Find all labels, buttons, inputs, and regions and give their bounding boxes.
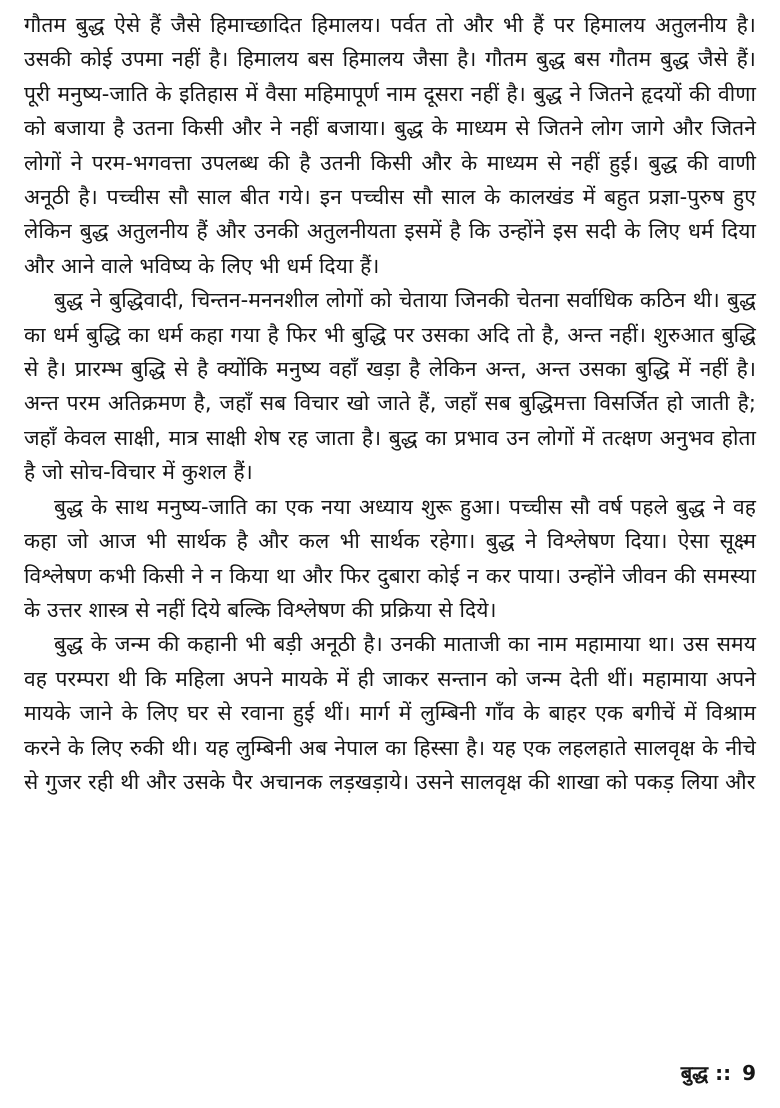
paragraph-4: बुद्ध के जन्म की कहानी भी बड़ी अनूठी है। उनकी माताजी का नाम महामाया था। उस समय वह परम्परा थी कि महिला अपने मायके में ही जाकर सन्तान को जन्म देती थीं। महामाया अपने मायके जाने के लिए घर से रवाना हुई थीं। मार्ग में लुम्बिनी गाँव के बाहर एक बगीचें में विश्राम करने के लिए रुकी थी। यह लुम्बिनी अब नेपाल का हिस्सा है। यह एक लहलहाते सालवृक्ष के नीचे से गुजर रही थी और उसके पैर अचानक लड़खड़ाये। उसने सालवृक्ष की शाखा को पकड़ लिया और bbox=[24, 632, 756, 794]
paragraph-1: गौतम बुद्ध ऐसे हैं जैसे हिमाच्छादित हिमालय। पर्वत तो और भी हैं पर हिमालय अतुलनीय है। उसकी कोई उपमा नहीं है। हिमालय बस हिमालय जैसा है। गौतम बुद्ध बस गौतम बुद्ध जैसे हैं। पूरी मनुष्य-जाति के इतिहास में वैसा महिमापूर्ण नाम दूसरा नहीं है। बुद्ध ने जितने हृदयों की वीणा को बजाया है उतना किसी और ने नहीं बजाया। बुद्ध के माध्यम से जितने लोग जागे और जितने लोगों ने परम-भगवत्ता उपलब्ध की है उतनी किसी और के माध्यम से नहीं हुई। बुद्ध की वाणी अनूठी है। पच्चीस सौ साल बीत गये। इन पच्चीस सौ साल के कालखंड में बहुत प्रज्ञा-पुरुष हुए लेकिन बुद्ध अतुलनीय हैं और उनकी अतुलनीयता इसमें है कि उन्होंने इस सदी के लिए धर्म दिया और आने वाले भविष्य के लिए भी धर्म दिया हैं। bbox=[24, 13, 756, 278]
page-footer bbox=[677, 1059, 756, 1086]
running-title: बुद्ध :: bbox=[680, 1061, 732, 1085]
paragraph-2: बुद्ध ने बुद्धिवादी, चिन्तन-मननशील लोगों को चेताया जिनकी चेतना सर्वाधिक कठिन थी। बुद्ध का धर्म बुद्धि का धर्म कहा गया है फिर भी बुद्धि पर उसका अदि तो है, अन्त नहीं। शुरुआत बुद्धि से है। प्रारम्भ बुद्धि से है क्योंकि मनुष्य वहाँ खड़ा है लेकिन अन्त, अन्त उसका बुद्धि में नहीं है। अन्त परम अतिक्रमण है, जहाँ सब विचार खो जाते हैं, जहाँ सब बुद्धिमत्ता विसर्जित हो जाती है; जहाँ केवल साक्षी, मात्र साक्षी शेष रह जाता है। बुद्ध का प्रभाव उन लोगों में तत्क्षण अनुभव होता है जो सोच-विचार में कुशल हैं। bbox=[24, 288, 756, 485]
body-text bbox=[24, 8, 756, 799]
page-number: 9 bbox=[742, 1061, 756, 1085]
paragraph-3: बुद्ध के साथ मनुष्य-जाति का एक नया अध्याय शुरू हुआ। पच्चीस सौ वर्ष पहले बुद्ध ने वह कहा जो आज भी सार्थक है और कल भी सार्थक रहेगा। बुद्ध ने विश्लेषण दिया। ऐसा सूक्ष्म विश्लेषण कभी किसी ने न किया था और फिर दुबारा कोई न कर पाया। उन्होंने जीवन की समस्या के उत्तर शास्त्र से नहीं दिये बल्कि विश्लेषण की प्रक्रिया से दिये। bbox=[24, 494, 756, 622]
